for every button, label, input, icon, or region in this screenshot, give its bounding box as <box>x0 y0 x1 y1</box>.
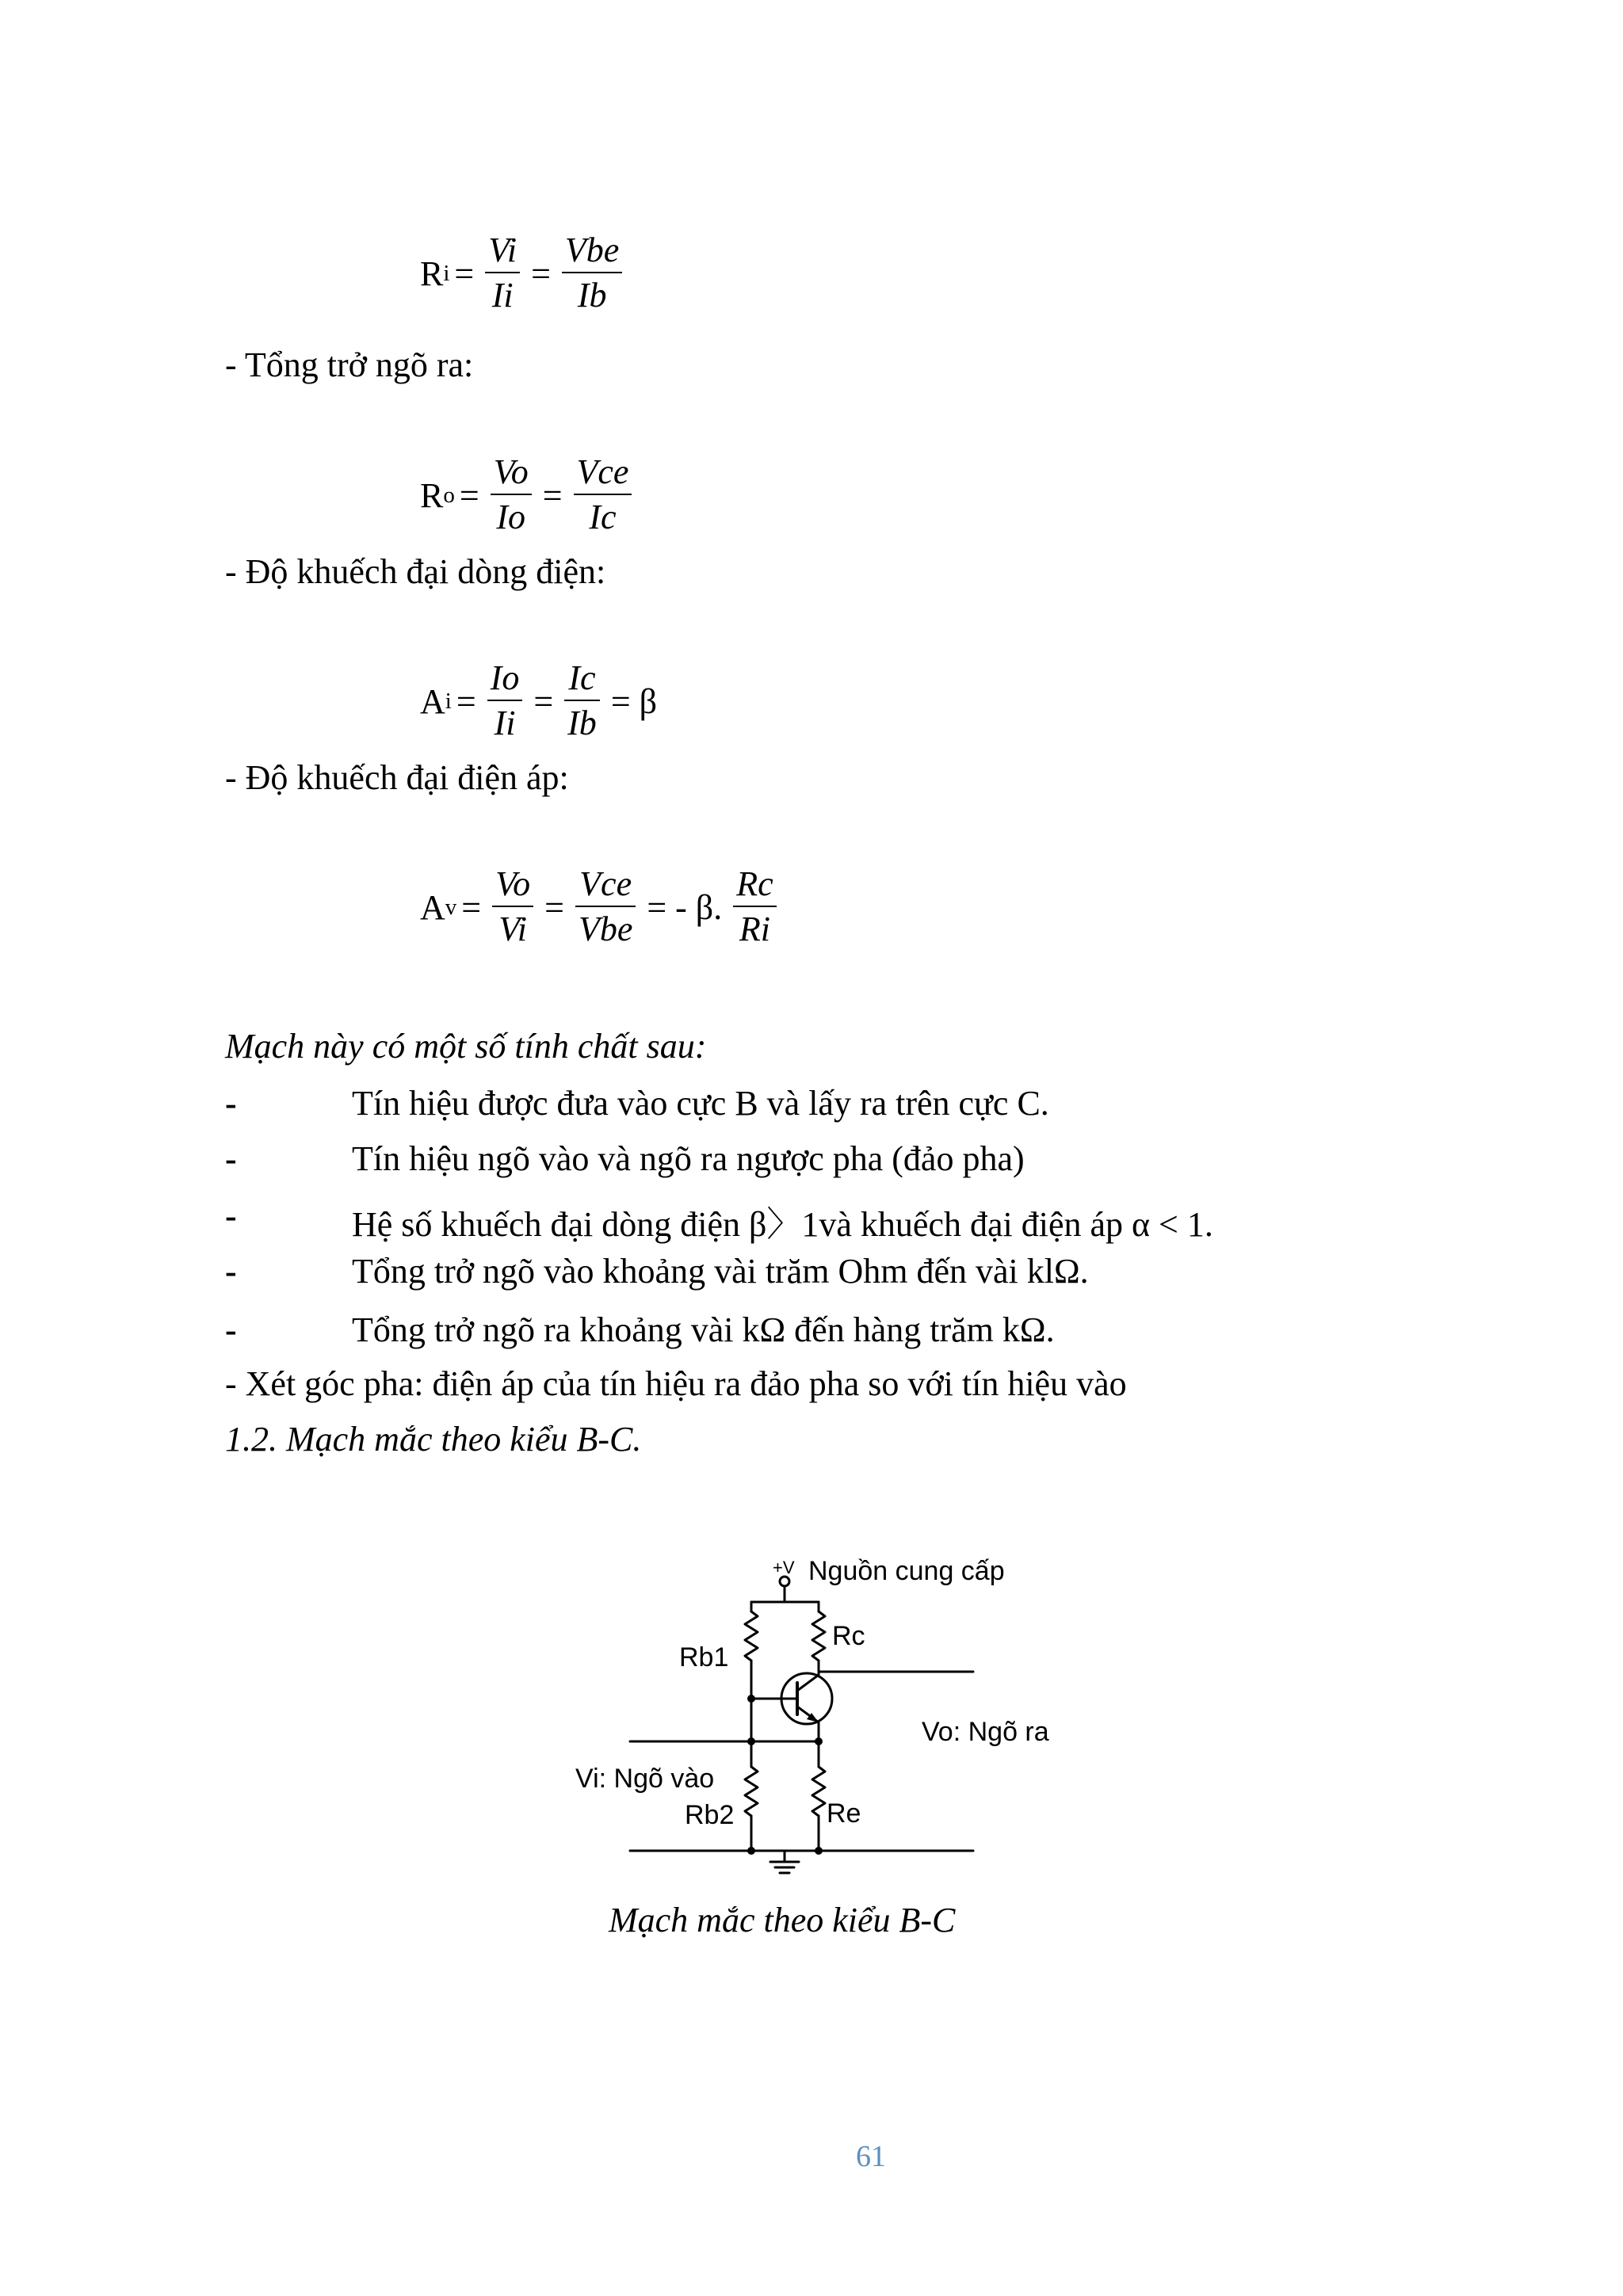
bullet-mark: - <box>225 1084 237 1123</box>
properties-title: Mạch này có một số tính chất sau: <box>225 1027 707 1066</box>
page-number: 61 <box>856 2140 886 2173</box>
label-vo: Vo: Ngõ ra <box>922 1717 1049 1747</box>
bullet-mark: - <box>225 1310 237 1349</box>
fraction-numerator: Vo <box>493 452 529 491</box>
eq-lhs: A <box>420 887 445 927</box>
junction-dot <box>815 1847 823 1855</box>
eq-lhs-sub: v <box>445 894 457 920</box>
eq-op: = <box>461 887 482 927</box>
junction-dot <box>815 1737 823 1745</box>
label-rb2: Rb2 <box>685 1800 735 1830</box>
label-re: Re <box>827 1798 861 1829</box>
bullet-item: Tổng trở ngõ vào khoảng vài trăm Ohm đến vài klΩ. <box>352 1252 1089 1291</box>
fraction-denominator: Ii <box>494 704 516 742</box>
eq-lhs: R <box>420 475 444 515</box>
bullet-mark: - <box>225 1139 237 1178</box>
heading-voltage-gain: - Độ khuếch đại điện áp: <box>225 758 569 797</box>
eq-op: = <box>544 887 564 927</box>
fraction-numerator: Vi <box>488 231 517 269</box>
eq-lhs-sub: o <box>443 482 455 508</box>
eq-lhs: A <box>420 681 445 721</box>
bullet-item: Tín hiệu được đưa vào cực B và lấy ra trên cực C. <box>352 1084 1049 1123</box>
eq-lhs-sub: i <box>445 688 452 714</box>
transistor-collector-lead <box>797 1675 819 1691</box>
figure-caption: Mạch mắc theo kiểu B-C <box>609 1901 956 1939</box>
bullet-item: Hệ số khuếch đại dòng điện β〉1và khuếch đại điện áp α < 1. <box>352 1205 1213 1244</box>
fraction-denominator: Io <box>496 498 526 536</box>
label-rc: Rc <box>832 1621 865 1651</box>
resistor-rc-icon <box>812 1611 825 1661</box>
eq-mid: = - β. <box>647 887 723 927</box>
resistor-rb1-icon <box>745 1611 758 1661</box>
eq-op: = <box>454 254 475 293</box>
fraction-numerator: Rc <box>736 864 773 903</box>
bullet-mark: - <box>225 1252 237 1291</box>
fraction-denominator: Vi <box>498 910 528 948</box>
junction-dot <box>747 1695 755 1703</box>
fraction-denominator: Ib <box>567 704 597 742</box>
eq-lhs-sub: i <box>443 260 450 286</box>
resistor-rb2-icon <box>745 1767 758 1816</box>
supply-symbol: +V <box>773 1558 795 1577</box>
heading-output-impedance: - Tổng trở ngõ ra: <box>225 345 474 384</box>
fraction-numerator: Io <box>490 658 520 697</box>
fraction-denominator: Ic <box>589 498 617 536</box>
eq-op: = <box>456 681 476 721</box>
eq-op: = <box>533 681 554 721</box>
label-vi: Vi: Ngõ vào <box>575 1764 715 1794</box>
fraction-denominator: Ii <box>491 276 514 315</box>
junction-dot <box>747 1737 755 1745</box>
fraction-numerator: Vbe <box>564 231 620 269</box>
fraction-denominator: Vbe <box>578 910 633 948</box>
section-heading: 1.2. Mạch mắc theo kiểu B-C. <box>225 1420 642 1459</box>
fraction-denominator: Ib <box>577 276 607 315</box>
eq-lhs: R <box>420 254 444 293</box>
fraction-denominator: Ri <box>739 910 770 948</box>
eq-op: = <box>531 254 551 293</box>
eq-op: = <box>542 475 563 515</box>
eq-op: = <box>459 475 479 515</box>
bullet-item: Tổng trở ngõ ra khoảng vài kΩ đến hàng trăm kΩ. <box>352 1310 1055 1349</box>
supply-label: Nguồn cung cấp <box>808 1556 1005 1586</box>
fraction-numerator: Vce <box>579 864 632 903</box>
eq-tail: = β <box>610 681 658 721</box>
bullet-mark: - <box>225 1196 237 1235</box>
label-rb1: Rb1 <box>679 1642 729 1672</box>
heading-current-gain: - Độ khuếch đại dòng điện: <box>225 552 606 591</box>
fraction-numerator: Vce <box>576 452 629 491</box>
fraction-numerator: Ic <box>568 658 596 697</box>
fraction-numerator: Vo <box>495 864 531 903</box>
bullet-item: Tín hiệu ngõ vào và ngõ ra ngược pha (đảo pha) <box>352 1139 1025 1178</box>
junction-dot <box>747 1847 755 1855</box>
phase-note: - Xét góc pha: điện áp của tín hiệu ra đảo pha so với tín hiệu vào <box>225 1364 1127 1403</box>
resistor-re-icon <box>812 1767 825 1816</box>
